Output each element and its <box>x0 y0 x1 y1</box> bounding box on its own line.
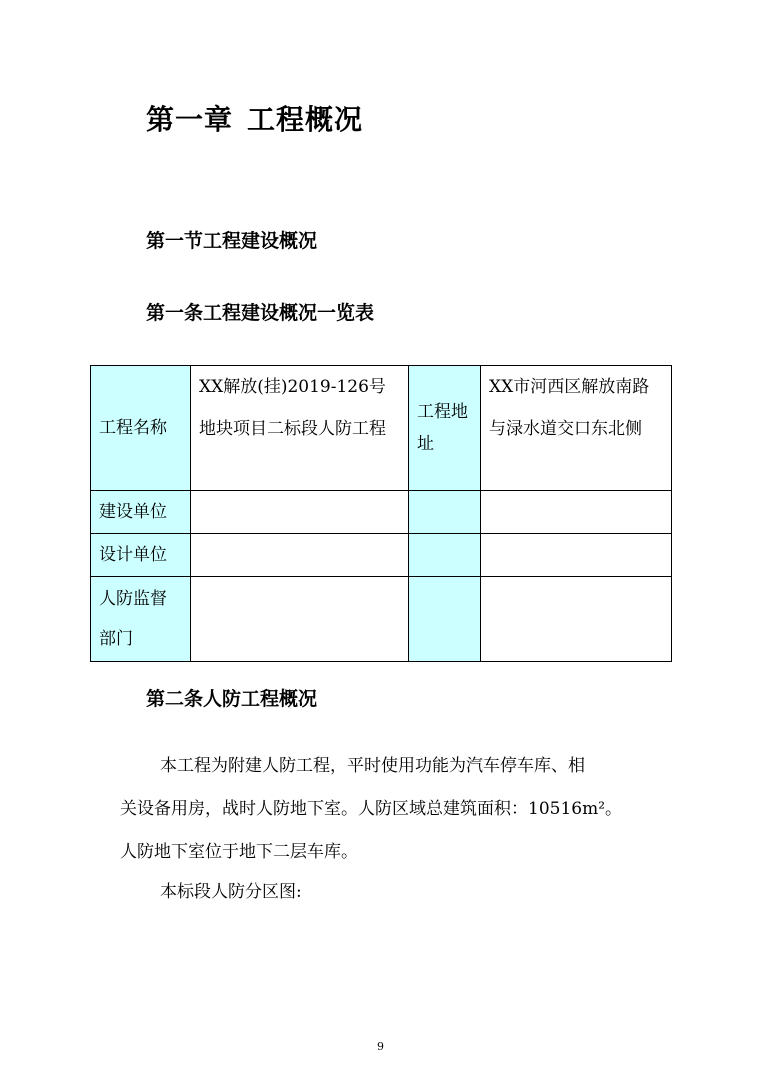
paragraph-line: 本工程为附建人防工程，平时使用功能为汽车停车库、相 <box>160 756 585 776</box>
table-row <box>91 577 672 662</box>
construction-unit-value2 <box>481 491 672 534</box>
table-row <box>91 366 672 491</box>
article-heading-overview-table: 第一条工程建设概况一览表 <box>146 302 375 324</box>
supervision-dept-value2 <box>481 577 672 662</box>
supervision-dept-value <box>191 577 409 662</box>
paragraph-line: 本标段人防分区图: <box>160 882 302 902</box>
construction-unit-label: 建设单位 <box>91 491 191 534</box>
design-unit-value <box>191 534 409 577</box>
paragraph-line: 关设备用房，战时人防地下室。人防区域总建筑面积：10516m²。 <box>120 799 623 819</box>
project-overview-table <box>90 365 672 662</box>
paragraph-line: 人防地下室位于地下二层车库。 <box>120 842 358 862</box>
chapter-title: 工程概况 <box>247 103 364 136</box>
design-unit-label: 设计单位 <box>91 534 191 577</box>
chapter-heading <box>146 98 363 138</box>
project-name-label: 工程名称 <box>91 366 191 491</box>
article-heading-civil-defense: 第二条人防工程概况 <box>146 688 318 710</box>
construction-unit-label2 <box>409 491 481 534</box>
construction-unit-value <box>191 491 409 534</box>
project-name-value: XX解放(挂)2019-126号地块项目二标段人防工程 <box>191 366 409 491</box>
table-row <box>91 534 672 577</box>
supervision-dept-label2 <box>409 577 481 662</box>
page-number: 9 <box>377 1040 384 1053</box>
address-label: 工程地址 <box>409 366 481 491</box>
design-unit-value2 <box>481 534 672 577</box>
table-row <box>91 491 672 534</box>
chapter-number: 第一章 <box>146 103 234 136</box>
section-heading: 第一节工程建设概况 <box>146 230 318 252</box>
address-value: XX市河西区解放南路与渌水道交口东北侧 <box>481 366 672 491</box>
supervision-dept-label: 人防监督部门 <box>91 577 191 662</box>
design-unit-label2 <box>409 534 481 577</box>
